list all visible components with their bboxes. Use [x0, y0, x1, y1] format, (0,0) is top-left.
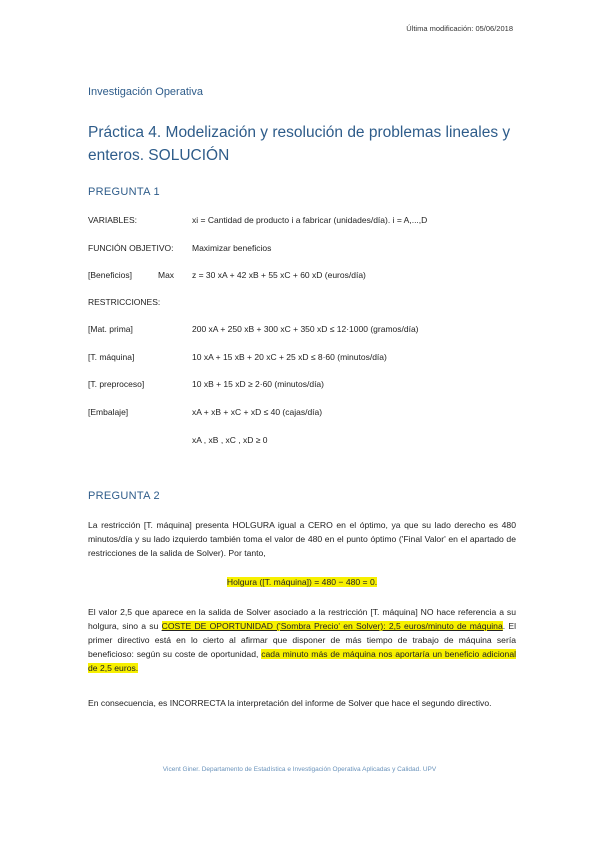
variables-label: VARIABLES:	[88, 215, 137, 225]
nonnegativity-constraint: xA , xB , xC , xD ≥ 0	[192, 435, 268, 445]
objective-label: FUNCIÓN OBJETIVO:	[88, 243, 174, 253]
constraint-expression: xA + xB + xC + xD ≤ 40 (cajas/día)	[192, 407, 323, 417]
paragraph-conclusion: En consecuencia, es INCORRECTA la interpretación del informe de Solver que hace el segundo directivo.	[88, 698, 492, 708]
question-2-heading: PREGUNTA 2	[88, 490, 160, 502]
opportunity-text-part: . El primer directivo está en lo cierto al afirmar que disponer de más tiempo de trabajo de máquina sería beneficioso: según su coste de oportunidad,	[88, 621, 516, 659]
course-name: Investigación Operativa	[88, 86, 203, 98]
slack-formula: Holgura ([T. máquina]) = 480 − 480 = 0.	[226, 577, 378, 587]
constraint-label: [T. preproceso]	[88, 379, 145, 389]
opportunity-text-part: El valor 2,5 que aparece en la salida de Solver asociado a la restricción [T. máquina] NO hace referencia a su holgura, sino a su	[88, 607, 516, 631]
objective-value: Maximizar beneficios	[192, 243, 272, 253]
page-footer: Vicent Giner. Departamento de Estadística e Investigación Operativa Aplicadas y Calidad. UPV	[162, 766, 437, 773]
benefits-max: Max	[158, 270, 175, 280]
slack-formula-line	[88, 577, 516, 587]
paragraph-opportunity-cost	[88, 605, 516, 675]
constraint-label: [T. máquina]	[88, 352, 135, 362]
constraint-expression: 10 xA + 15 xB + 20 xC + 25 xD ≤ 8·60 (minutos/día)	[192, 352, 387, 362]
opportunity-cost-highlight: COSTE DE OPORTUNIDAD ('Sombra Precio' en Solver): 2,5 euros/minuto de máquina	[161, 621, 503, 631]
page-title: Práctica 4. Modelización y resolución de problemas lineales y enteros. SOLUCIÓN	[88, 124, 511, 164]
question-1-heading: PREGUNTA 1	[88, 186, 160, 198]
constraint-expression: 200 xA + 250 xB + 300 xC + 350 xD ≤ 12·1000 (gramos/día)	[192, 324, 419, 334]
variables-definition: xi = Cantidad de producto i a fabricar (unidades/día). i = A,...,D	[192, 215, 428, 225]
additional-benefit-highlight: cada minuto más de máquina nos aportaría un beneficio adicional de 2,5 euros.	[88, 649, 517, 673]
last-modified-header: Última modificación: 05/06/2018	[406, 24, 513, 33]
benefits-label: [Beneficios]	[88, 270, 132, 280]
constraint-expression: 10 xB + 15 xD ≥ 2·60 (minutos/día)	[192, 379, 324, 389]
constraint-label: [Embalaje]	[88, 407, 129, 417]
paragraph-slack: La restricción [T. máquina] presenta HOLGURA igual a CERO en el óptimo, ya que su lado derecho es 480 minutos/día y su lado izquierdo también toma el valor de 480 en el punto óptimo ('Final Valor' en el apartado de restricciones de la salida de Solver). Por tanto,	[88, 520, 516, 558]
restrictions-label: RESTRICCIONES:	[88, 297, 161, 307]
constraint-label: [Mat. prima]	[88, 324, 133, 334]
benefits-function: z = 30 xA + 42 xB + 55 xC + 60 xD (euros/día)	[192, 270, 366, 280]
